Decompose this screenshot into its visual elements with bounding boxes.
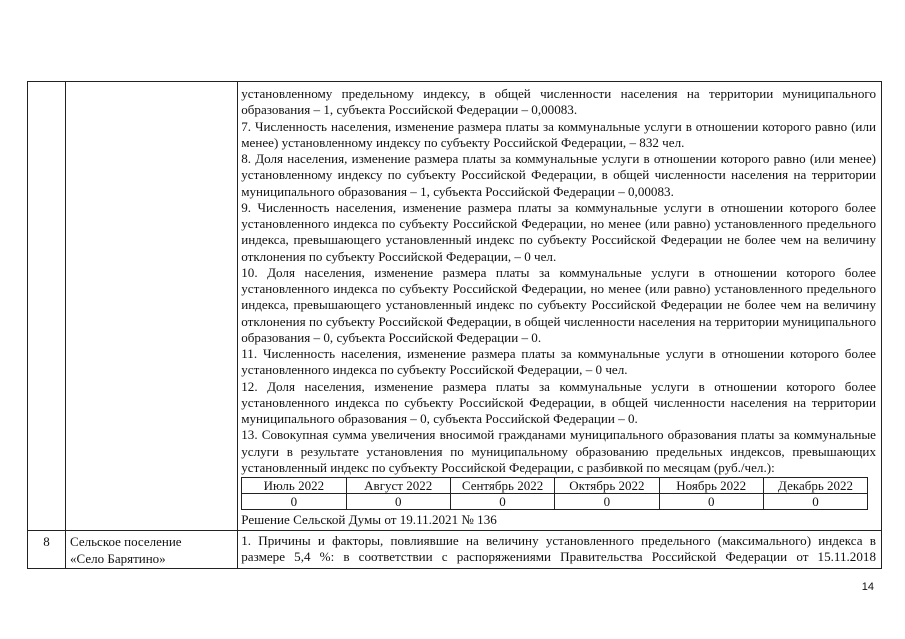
month-value: 0: [555, 494, 659, 510]
month-value: 0: [763, 494, 867, 510]
month-header: Ноябрь 2022: [659, 478, 763, 494]
municipality-name-cell: [66, 531, 238, 569]
month-value: 0: [659, 494, 763, 510]
decision-reference: Решение Сельской Думы от 19.11.2021 № 136: [241, 512, 497, 527]
months-header-row: [242, 478, 868, 494]
table-row: [28, 82, 882, 531]
month-header: Декабрь 2022: [763, 478, 867, 494]
paragraph-13: 13. Совокупная сумма увеличения вносимой гражданами муниципального образования платы за коммунальные услуги в результате установления по муниципальному образованию предельных индексов, превышающих установленный индекс по субъекту Российской Федерации, с разбивкой по месяцам (руб./чел.):: [241, 427, 876, 475]
paragraph-12: 12. Доля населения, изменение размера платы за коммунальные услуги в отношении которого более установленного индекса по субъекту Российской Федерации, в общей численности населения на территории муниципального образования – 0, субъекта Российской Федерации – 0.: [241, 378, 876, 426]
paragraph-8: 8. Доля населения, изменение размера платы за коммунальные услуги в отношении которого равно (или менее) установленному индексу по субъекту Российской Федерации, в общей численности населения на территории муниципального образования – 1, субъекта Российской Федерации – 0,00083.: [241, 151, 876, 199]
municipality-name-cell: [66, 82, 238, 531]
paragraph-11: 11. Численность населения, изменение размера платы за коммунальные услуги в отношении которого более установленного индекса по субъекту Российской Федерации, – 0 чел.: [241, 346, 876, 378]
monthly-increase-table: [241, 477, 868, 510]
month-header: Август 2022: [346, 478, 450, 494]
description-text: [238, 82, 881, 530]
month-value: 0: [242, 494, 346, 510]
month-value: 0: [346, 494, 450, 510]
paragraph-7: 7. Численность населения, изменение размера платы за коммунальные услуги в отношении которого равно (или менее) установленному индексу по субъекту Российской Федерации, – 832 чел.: [241, 118, 876, 150]
paragraph-1: 1. Причины и факторы, повлиявшие на величину установленного предельного (максимального) индекса в размере 5,4 %: в соответствии с распоряжениями Правительства Российской Федерации от 15.11.2018: [241, 533, 876, 565]
month-header: Сентябрь 2022: [450, 478, 554, 494]
municipality-name-line: Сельское поселение: [70, 534, 182, 549]
row-number-cell: 8: [28, 531, 66, 569]
month-header: Июль 2022: [242, 478, 346, 494]
month-header: Октябрь 2022: [555, 478, 659, 494]
months-value-row: [242, 494, 868, 510]
description-cell: [238, 82, 882, 531]
description-text: [238, 531, 881, 568]
table-row: [28, 531, 882, 569]
page-number: 14: [861, 581, 874, 593]
description-cell: [238, 531, 882, 569]
municipality-name-line: «Село Барятино»: [70, 551, 166, 566]
row-number-cell: [28, 82, 66, 531]
paragraph-10: 10. Доля населения, изменение размера платы за коммунальные услуги в отношении которого более установленного индекса по субъекту Российской Федерации, но менее (или равно) установленного предельного индекса, превышающего установленный индекс по субъекту Российской Федерации не более чем на величину отклонения по субъекту Российской Федерации, в общей численности населения на территории муниципального образования – 0, субъекта Российской Федерации – 0.: [241, 264, 876, 345]
month-value: 0: [450, 494, 554, 510]
indices-table: [27, 81, 882, 569]
paragraph-6-continued: установленному предельному индексу, в общей численности населения на территории муниципального образования – 1, субъекта Российской Федерации – 0,00083.: [241, 86, 876, 118]
paragraph-9: 9. Численность населения, изменение размера платы за коммунальные услуги в отношении которого более установленного индекса по субъекту Российской Федерации, но менее (или равно) установленного предельного индекса, превышающего установленный индекс по субъекту Российской Федерации не более чем на величину отклонения по субъекту Российской Федерации, – 0 чел.: [241, 199, 876, 264]
